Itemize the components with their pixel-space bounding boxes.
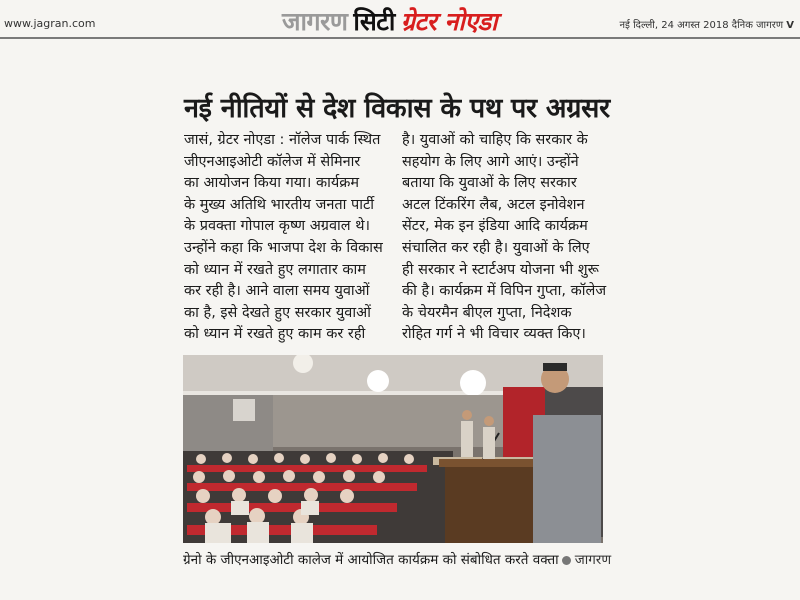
article-line: जासं, ग्रेटर नोएडा : नॉलेज पार्क स्थित xyxy=(184,132,381,148)
caption-bullet-icon xyxy=(562,556,571,565)
site-url[interactable]: www.jagran.com xyxy=(4,17,96,30)
article-line: ही सरकार ने स्टार्टअप योजना भी शुरू xyxy=(402,261,599,278)
page-header xyxy=(0,0,800,36)
dateline: नई दिल्ली, 24 अगस्त 2018 दैनिक जागरण V xyxy=(619,20,794,31)
article-line: को ध्यान में रखते हुए काम कर रही xyxy=(184,326,366,343)
header-rule xyxy=(0,37,800,39)
article-photo xyxy=(183,355,603,543)
article-line: को ध्यान में रखते हुए लगातार काम xyxy=(184,261,366,278)
article-line: बताया कि युवाओं के लिए सरकार xyxy=(402,175,577,192)
photo-credit: जागरण xyxy=(574,552,612,568)
article-line: उन्होंने कहा कि भाजपा देश के विकास xyxy=(184,239,383,256)
article-headline: नई नीतियों से देश विकास के पथ पर अग्रसर xyxy=(184,93,610,124)
article-line: जीएनआइओटी कॉलेज में सेमिनार xyxy=(184,153,361,170)
article-line: का है, इसे देखते हुए सरकार युवाओं xyxy=(184,304,371,321)
article-column-left xyxy=(184,130,390,346)
masthead-region: ग्रेटर नोएडा xyxy=(400,7,498,36)
page-mark: V xyxy=(786,20,794,31)
seminar-hall-illustration xyxy=(183,355,603,543)
article-line: कर रही है। आने वाला समय युवाओं xyxy=(184,283,370,300)
photo-caption xyxy=(183,550,611,568)
article-line: के प्रवक्ता गोपाल कृष्ण अग्रवाल थे। xyxy=(184,218,370,235)
article-line: सहयोग के लिए आगे आएं। उन्होंने xyxy=(402,153,579,170)
article-line: अटल टिंकरिंग लैब, अटल इनोवेशन xyxy=(402,196,585,213)
article-line: के चेयरमैन बीएल गुप्ता, निदेशक xyxy=(402,304,572,321)
article-line: का आयोजन किया गया। कार्यक्रम xyxy=(184,175,360,192)
article-line: सेंटर, मेक इन इंडिया आदि कार्यक्रम xyxy=(402,218,588,235)
article-line: संचालित कर रही है। युवाओं के लिए xyxy=(402,239,590,256)
article-line: की है। कार्यक्रम में विपिन गुप्ता, कॉलेज xyxy=(402,283,607,300)
masthead-city: सिटी xyxy=(353,7,395,36)
podium xyxy=(439,459,541,543)
masthead xyxy=(282,4,497,38)
article-line: है। युवाओं को चाहिए कि सरकार के xyxy=(402,132,588,148)
article-column-right xyxy=(402,130,608,346)
article-line: के मुख्य अतिथि भारतीय जनता पार्टी xyxy=(184,196,375,213)
article-line: रोहित गर्ग ने भी विचार व्यक्त किए। xyxy=(402,326,586,343)
caption-text: ग्रेनो के जीएनआइओटी कालेज में आयोजित कार्यक्रम को संबोधित करते वक्ता xyxy=(183,552,559,568)
masthead-brand: जागरण xyxy=(282,7,348,36)
